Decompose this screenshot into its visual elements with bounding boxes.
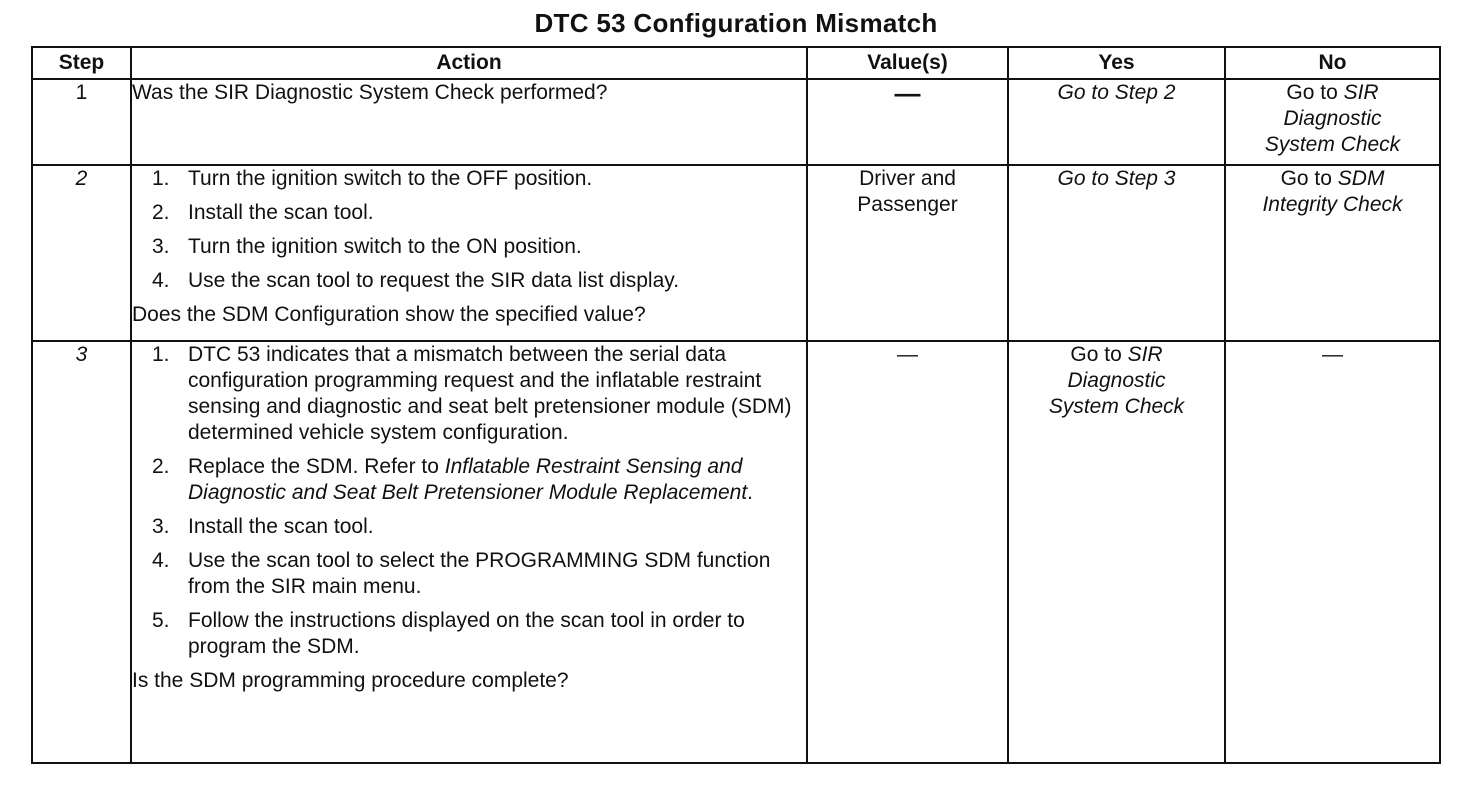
- no-prefix: Go to: [1280, 167, 1338, 190]
- table-row: [32, 79, 1440, 165]
- yes-line2: Diagnostic: [1067, 369, 1166, 392]
- yes-cell: [1008, 341, 1225, 763]
- step-list: [132, 166, 806, 294]
- list-item: 2. Install the scan tool.: [152, 201, 374, 224]
- action-question: Is the SDM programming procedure complete?: [132, 669, 569, 692]
- yes-link[interactable]: [1009, 342, 1224, 420]
- value-dash: —: [894, 78, 921, 108]
- list-item: 4. Use the scan tool to request the SIR data list display.: [152, 269, 680, 292]
- yes-cell: [1008, 79, 1225, 165]
- list-item: 1. DTC 53 indicates that a mismatch between the serial data configuration programming request and the inflatable restraint sensing and diagnostic and seat belt pretensioner module (SDM) determined vehicle system configuration.: [152, 343, 792, 444]
- no-cell: [1225, 165, 1440, 341]
- step-list: [132, 342, 806, 660]
- list-item: 4. Use the scan tool to select the PROGRAMMING SDM function from the SIR main menu.: [152, 549, 771, 598]
- no-italic: SIR: [1343, 81, 1379, 104]
- action-cell: [131, 341, 807, 763]
- header-step: Step: [32, 47, 131, 79]
- action-question: Does the SDM Configuration show the specified value?: [132, 303, 646, 326]
- list-item: 3. Install the scan tool.: [152, 515, 374, 538]
- step-number: 2: [32, 165, 131, 341]
- table-row: [32, 165, 1440, 341]
- action-cell: [131, 165, 807, 341]
- no-prefix: Go to: [1286, 81, 1344, 104]
- no-link[interactable]: [1226, 80, 1439, 158]
- no-line2: Diagnostic: [1283, 107, 1382, 130]
- value-line1: Driver and: [859, 167, 956, 190]
- list-item: 1. Turn the ignition switch to the OFF position.: [152, 167, 593, 190]
- value-cell: [807, 165, 1008, 341]
- reference-link[interactable]: Inflatable Restraint Sensing and Diagnostic and Seat Belt Pretensioner Module Replacement: [188, 455, 748, 504]
- yes-cell: [1008, 165, 1225, 341]
- no-line2: Integrity Check: [1262, 193, 1403, 216]
- yes-link[interactable]: Go to Step 3: [1057, 167, 1176, 190]
- value-dash: —: [897, 343, 918, 366]
- yes-prefix: Go to: [1070, 343, 1128, 366]
- table-row: [32, 341, 1440, 763]
- yes-line3: System Check: [1048, 395, 1185, 418]
- header-yes: Yes: [1008, 47, 1225, 79]
- action-question: Was the SIR Diagnostic System Check performed?: [132, 81, 608, 104]
- no-line3: System Check: [1264, 133, 1401, 156]
- action-cell: [131, 79, 807, 165]
- list-item: 3. Turn the ignition switch to the ON position.: [152, 235, 582, 258]
- value-line2: Passenger: [857, 193, 958, 216]
- no-cell: [1225, 341, 1440, 763]
- list-item: 5. Follow the instructions displayed on the scan tool in order to program the SDM.: [152, 609, 745, 658]
- step-number: 3: [32, 341, 131, 763]
- yes-link[interactable]: Go to Step 2: [1057, 81, 1176, 104]
- no-italic: SDM: [1337, 167, 1385, 190]
- yes-italic: SIR: [1127, 343, 1163, 366]
- value-cell: [807, 79, 1008, 165]
- header-values: Value(s): [807, 47, 1008, 79]
- header-no: No: [1225, 47, 1440, 79]
- table-header-row: [32, 47, 1440, 79]
- no-dash: —: [1322, 343, 1343, 366]
- header-action: Action: [131, 47, 807, 79]
- step-number: 1: [32, 79, 131, 165]
- no-cell: [1225, 79, 1440, 165]
- page-title: DTC 53 Configuration Mismatch: [534, 8, 938, 38]
- list-item: 2. Replace the SDM. Refer to Inflatable Restraint Sensing and Diagnostic and Seat Belt Pretensioner Module Replacement.: [152, 455, 753, 504]
- value-cell: [807, 341, 1008, 763]
- no-link[interactable]: [1226, 166, 1439, 218]
- diagnostic-table: [31, 46, 1441, 764]
